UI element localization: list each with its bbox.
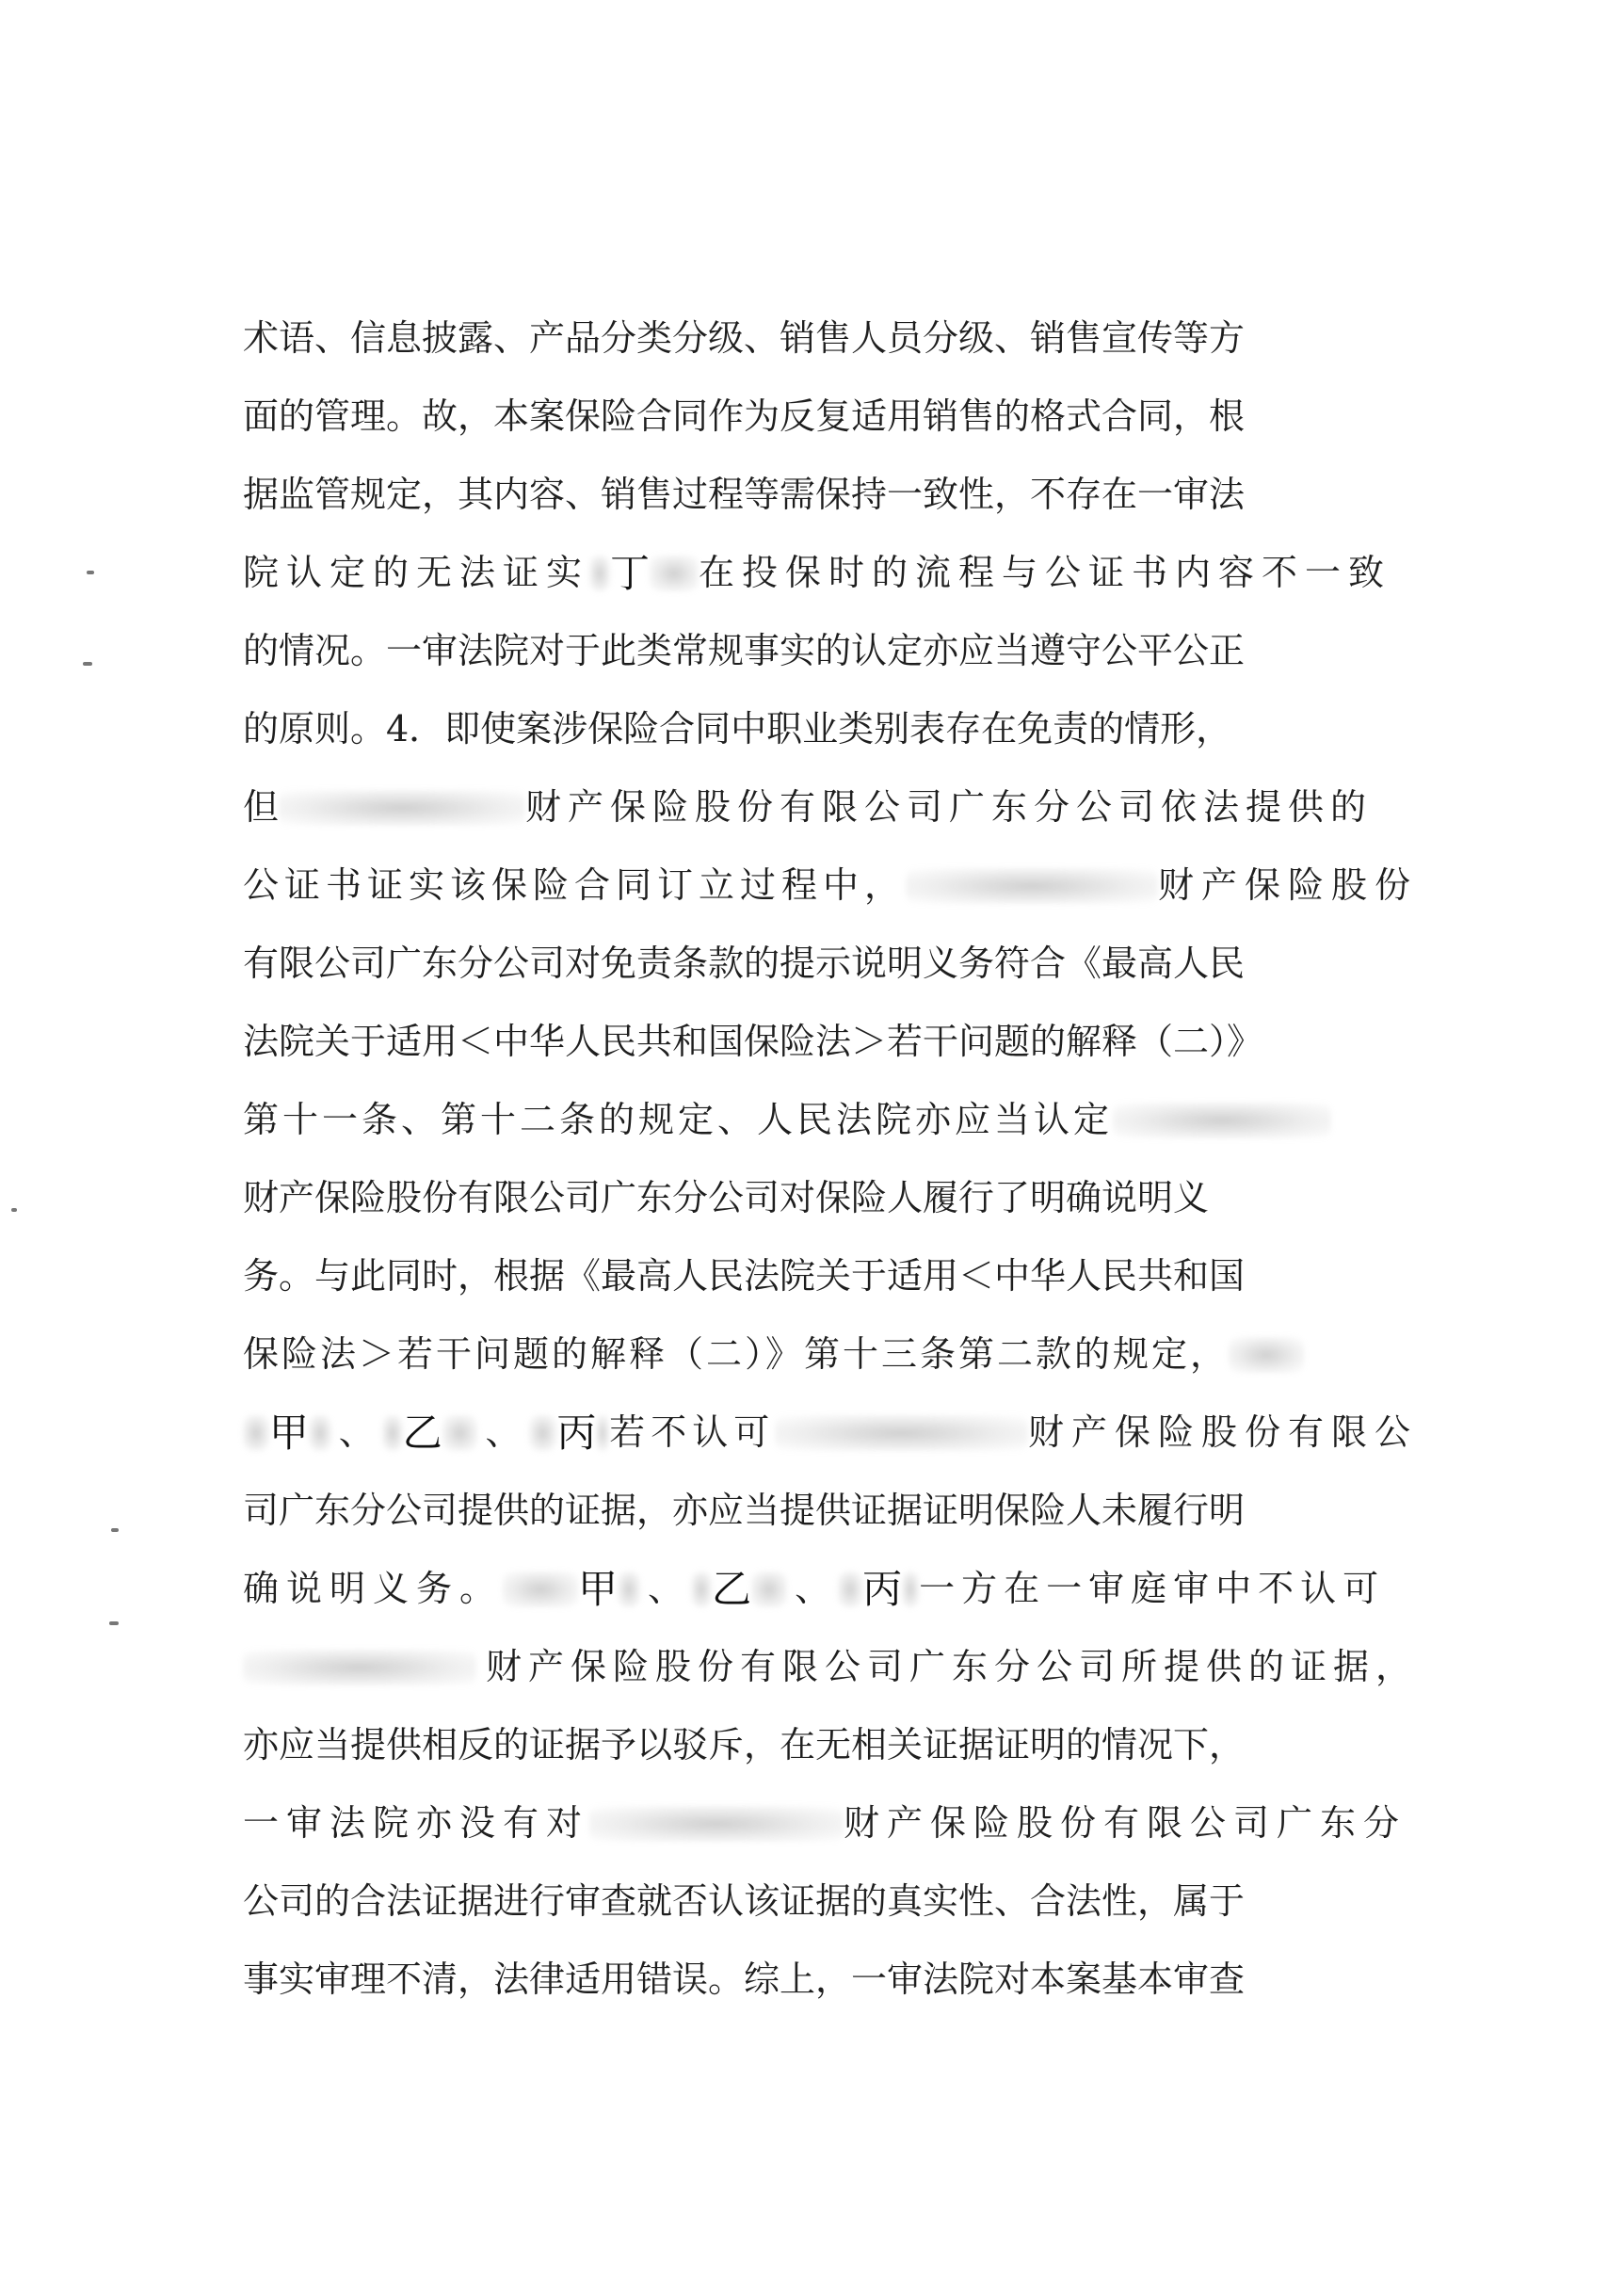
text-line bbox=[243, 925, 1418, 1003]
text-line bbox=[243, 1081, 1418, 1159]
text-line bbox=[243, 768, 1418, 846]
text-line bbox=[243, 612, 1418, 690]
line-text: 确说明义务。 bbox=[243, 1568, 504, 1609]
redacted-name bbox=[309, 1415, 331, 1451]
redacted-name bbox=[691, 1572, 712, 1607]
line-text: 在投保时的流程与公证书内容不一致 bbox=[699, 552, 1392, 593]
text-line bbox=[243, 1706, 1418, 1784]
text-line bbox=[243, 299, 1418, 378]
text-line bbox=[243, 690, 1418, 768]
redaction-label: 乙 bbox=[712, 1566, 752, 1612]
line-text: 若不认可 bbox=[609, 1411, 776, 1453]
redacted-name bbox=[751, 1572, 787, 1607]
line-text: 院认定的无法证实 bbox=[243, 552, 590, 593]
text-line bbox=[243, 1237, 1418, 1315]
redacted-name bbox=[838, 1572, 862, 1607]
line-text: 财产保险股份有限公司广东分公司所提供的证据， bbox=[485, 1646, 1418, 1687]
text-line bbox=[243, 846, 1418, 925]
scan-mark bbox=[109, 1621, 119, 1625]
redacted-name bbox=[596, 1415, 609, 1451]
text-line bbox=[243, 1784, 1418, 1862]
text-line bbox=[243, 1862, 1418, 1941]
redacted-name bbox=[650, 556, 699, 591]
line-text: 面的管理。故，本案保险合同作为反复适用销售的格式合同，根 bbox=[243, 395, 1246, 437]
text-line bbox=[243, 534, 1418, 612]
line-text: 据监管规定，其内容、销售过程等需保持一致性，不存在一审法 bbox=[243, 474, 1246, 515]
line-text: 一审法院亦没有对 bbox=[243, 1802, 590, 1844]
line-text: 、 bbox=[795, 1568, 831, 1609]
text-line bbox=[243, 1472, 1418, 1550]
line-text: 一方在一审庭审中不认可 bbox=[919, 1568, 1386, 1609]
line-text: 的情况。一审法院对于此类常规事实的认定亦应当遵守公平公正 bbox=[243, 630, 1246, 671]
scan-mark bbox=[11, 1208, 17, 1212]
line-text: 事实审理不清，法律适用错误。综上，一审法院对本案基本审查 bbox=[243, 1959, 1246, 2000]
text-line bbox=[243, 1550, 1418, 1628]
line-text: 财产保险股份有限公司广东分公司依法提供的 bbox=[525, 786, 1374, 828]
redacted-company bbox=[243, 1650, 476, 1685]
line-text: 财产保险股份 bbox=[1157, 864, 1418, 906]
line-text: 有限公司广东分公司对免责条款的提示说明义务符合《最高人民 bbox=[243, 943, 1246, 984]
text-line bbox=[243, 1159, 1418, 1237]
line-text: 亦应当提供相反的证据予以驳斥，在无相关证据证明的情况下， bbox=[243, 1724, 1246, 1765]
redacted-company bbox=[1113, 1103, 1331, 1138]
redacted-name bbox=[589, 556, 610, 591]
line-text: 务。与此同时，根据《最高人民法院关于适用＜中华人民共和国 bbox=[243, 1255, 1246, 1297]
redacted-company bbox=[775, 1415, 1028, 1451]
redacted-company bbox=[906, 868, 1158, 904]
redaction-label: 甲 bbox=[268, 1410, 309, 1456]
redaction-label: 丁 bbox=[610, 550, 651, 596]
line-text: 、 bbox=[485, 1411, 522, 1453]
line-text: 、 bbox=[648, 1568, 684, 1609]
body-text bbox=[243, 299, 1418, 2019]
line-text: 公证书证实该保险合同订立过程中， bbox=[243, 864, 907, 906]
redaction-label: 丙 bbox=[862, 1566, 903, 1612]
redacted-name bbox=[529, 1415, 557, 1451]
redacted-name bbox=[382, 1415, 403, 1451]
redacted-name bbox=[618, 1572, 640, 1607]
scan-mark bbox=[87, 571, 94, 574]
text-line bbox=[243, 1394, 1418, 1472]
text-line bbox=[243, 1315, 1418, 1394]
text-line bbox=[243, 1941, 1418, 2019]
line-text: 的原则。4．即使案涉保险合同中职业类别表存在免责的情形， bbox=[243, 708, 1232, 750]
text-line bbox=[243, 456, 1418, 534]
line-text: 术语、信息披露、产品分类分级、销售人员分级、销售宣传等方 bbox=[243, 317, 1246, 359]
redaction-label: 乙 bbox=[402, 1410, 442, 1456]
text-line bbox=[243, 1003, 1418, 1081]
scan-mark bbox=[83, 662, 92, 666]
scan-mark bbox=[111, 1528, 119, 1532]
text-line bbox=[243, 1628, 1418, 1706]
redacted-name bbox=[243, 1415, 269, 1451]
line-text: 司广东分公司提供的证据，亦应当提供证据证明保险人未履行明 bbox=[243, 1490, 1246, 1531]
line-text: 法院关于适用＜中华人民共和国保险法＞若干问题的解释（二）》 bbox=[243, 1021, 1263, 1062]
redacted-name bbox=[1229, 1337, 1304, 1373]
redacted-company bbox=[279, 790, 525, 826]
redacted-name bbox=[902, 1572, 919, 1607]
line-text: 公司的合法证据进行审查就否认该证据的真实性、合法性，属于 bbox=[243, 1880, 1246, 1922]
line-text: 财产保险股份有限公司广东分公司对保险人履行了明确说明义 bbox=[243, 1177, 1210, 1218]
redaction-label: 甲 bbox=[578, 1566, 619, 1612]
redacted-company bbox=[589, 1806, 844, 1842]
line-text: 但 bbox=[243, 786, 280, 828]
line-text: 保险法＞若干问题的解释（二）》第十三条第二款的规定， bbox=[243, 1333, 1230, 1375]
redaction-label: 丙 bbox=[556, 1410, 597, 1456]
line-text: 、 bbox=[338, 1411, 375, 1453]
text-line bbox=[243, 378, 1418, 456]
line-text: 财产保险股份有限公 bbox=[1027, 1411, 1418, 1453]
redacted-name bbox=[442, 1415, 478, 1451]
line-text: 财产保险股份有限公司广东分 bbox=[844, 1802, 1407, 1844]
line-text: 第十一条、第十二条的规定、人民法院亦应当认定 bbox=[243, 1099, 1114, 1140]
redacted-name bbox=[503, 1572, 578, 1607]
